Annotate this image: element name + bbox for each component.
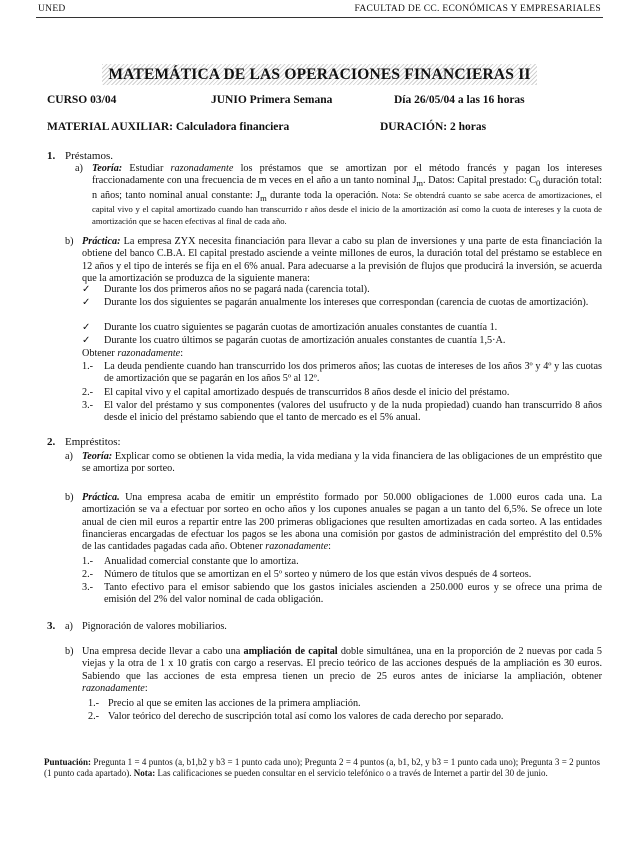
q3b-bold: ampliación de capital — [243, 646, 338, 657]
scoring-note-text: Las calificaciones se pueden consultar en el servicio telefónico o a través de Internet a partir del 30 de junio. — [155, 768, 548, 779]
check-icon: ✓ — [82, 335, 91, 346]
check-icon: ✓ — [82, 284, 91, 295]
question-2-title — [65, 436, 121, 448]
q1a-text5: durante toda la operación. — [266, 189, 379, 201]
q2b-label: b) — [65, 492, 74, 503]
q2a-lead: Teoría: — [82, 451, 113, 462]
q3b-end: : — [144, 682, 148, 694]
q1b-item-2: El capital vivo y el capital amortizado después de transcurridos 8 años desde el inicio del préstamo. — [104, 387, 510, 398]
q2b-item-2-number: 2.- — [82, 569, 94, 580]
q1a-em: razonadamente — [170, 163, 234, 174]
check-icon: ✓ — [82, 322, 91, 333]
q3b-label: b) — [65, 646, 74, 657]
q1b-item-1: La deuda pendiente cuando han transcurrido los dos primeros años; las cuotas de intereses de los años 3º y 4º y las cuotas de amortización que se pagarán en los años 5º al 12º. — [104, 361, 602, 385]
q1a-lead: Teoría: — [92, 163, 123, 174]
q3b-practice — [82, 646, 602, 695]
q1b-obtain-em: razonadamente — [117, 348, 181, 359]
q3b-text2: doble simultánea, una en la proporción de 2 nuevas por cada 5 viejas y la otra de 1 x 10 gratis con cargo a reservas. El precio teórico de las acciones después de la ampliación es 30 euros. Sabiendo que las acciones de esta empresa tienen un precio de 25 euros antes de iniciarse la ampliación, obtener — [82, 646, 602, 682]
q1a-note: Nota: Se obtendrá cuanto se sabe acerca de amortizaciones, el capital vivo y el capital amortizado cuando han transcurrido r años desde el inicio de la amortización así como la cuota de intereses y la cuota de amortización que se hacen efectivas al final de cada año. — [92, 189, 603, 227]
scoring-lead: Puntuación: — [44, 757, 92, 767]
q2a-text: Explicar como se obtienen la vida media, la vida mediana y la vida financiera de las obligaciones de un empréstito que se amortiza por sorteo. — [82, 451, 602, 475]
q1b-check-3: Durante los cuatro siguientes se pagarán cuotas de amortización anuales constantes de cuantía 1. — [104, 322, 498, 333]
q1a-sub2: 0 — [536, 178, 541, 189]
q2b-em: razonadamente — [265, 541, 329, 553]
q3b-item-2: Valor teórico del derecho de suscripción total así como los valores de cada derecho por separado. — [108, 711, 504, 722]
q1b-practice — [82, 236, 602, 285]
q1a-text3: . Datos: Capital prestado: C — [423, 175, 537, 187]
exam-title — [0, 66, 639, 84]
q1a-sub3: m — [260, 192, 267, 203]
scoring-note — [44, 757, 600, 779]
duration-label: DURACIÓN: 2 horas — [380, 121, 487, 133]
q3b-item-1-number: 1.- — [88, 698, 100, 709]
scoring-text: Pregunta 1 = 4 puntos (a, b1,b2 y b3 = 1 punto cada uno); Pregunta 2 = 4 puntos (a, b1, b2, y b3 = 1 punto cada uno); Pregunta 3 = 2 puntos (1 punto cada apartado). — [44, 757, 600, 779]
q1b-item-3-number: 3.- — [82, 400, 94, 411]
q3a-title: Pignoración de valores mobiliarios. — [82, 621, 227, 632]
q2b-text: Una empresa acaba de emitir un empréstito formado por 50.000 obligaciones de 1.000 euros cada una. La amortización se va a efectuar por sorteo en ocho años y los cupones anuales se pagan a un tanto del 6,5%. Se ofrece un lote anual de cien mil euros a repartir entre las 200 primeras obligaciones que resulten amortizadas en cada sorteo. A las entidades financieras encargadas de efectuar los pagos se les abona una comisión por gastos de administración del empréstito del 0.5% de las cantidades pagadas cada año. Obtener — [82, 492, 602, 553]
q1b-item-3: El valor del préstamo y sus componentes (valores del usufructo y de la nuda propiedad) cuando han transcurrido 8 años desde el inicio del préstamo sabiendo que el tanto de mercado es el 5% anual. — [104, 400, 602, 424]
q1a-theory — [92, 163, 602, 229]
q2b-practice — [82, 492, 602, 553]
q3b-text1: Una empresa decide llevar a cabo una — [82, 646, 244, 657]
q3b-item-2-number: 2.- — [88, 711, 100, 722]
q2b-item-2: Número de títulos que se amortizan en el 5º sorteo y número de los que están vivos después de 4 sorteos. — [104, 569, 532, 580]
session-label: JUNIO Primera Semana — [211, 94, 333, 106]
question-3-number: 3. — [47, 620, 56, 632]
question-1-title-text: Préstamos. — [65, 150, 113, 162]
q2b-item-1-number: 1.- — [82, 556, 94, 567]
header-divider — [36, 17, 603, 18]
date-label: Día 26/05/04 a las 16 horas — [394, 94, 525, 106]
q3b-em: razonadamente — [82, 682, 145, 694]
q2b-item-3-number: 3.- — [82, 582, 94, 593]
q2b-item-3: Tanto efectivo para el emisor sabiendo que los gastos iniciales ascienden a 250.000 euros y se ofrece una prima de emisión del 2% del valor nominal de cada obligación. — [104, 582, 602, 606]
q1b-obtain — [82, 348, 602, 360]
check-icon: ✓ — [82, 297, 91, 308]
q1b-item-2-number: 2.- — [82, 387, 94, 398]
q3b-item-1: Precio al que se emiten las acciones de la primera ampliación. — [108, 698, 361, 709]
question-2-number: 2. — [47, 436, 56, 448]
q1b-label: b) — [65, 236, 74, 247]
q2b-end: : — [328, 541, 331, 553]
q1b-obtain-end: : — [180, 348, 184, 359]
q2b-item-1: Anualidad comercial constante que lo amortiza. — [104, 556, 299, 567]
q1b-obtain-text: Obtener — [82, 348, 118, 359]
q1a-text2: los préstamos que se amortizan por el método francés y pagan los intereses fraccionadamente con una frecuencia de m veces en el año a un tanto nominal J — [92, 163, 602, 187]
auxiliary-material: MATERIAL AUXILIAR: Calculadora financiera — [47, 121, 290, 133]
q2a-theory — [82, 451, 602, 476]
q1a-sub1: m — [416, 178, 424, 189]
q2a-label: a) — [65, 451, 73, 462]
q2b-lead: Práctica. — [82, 492, 120, 503]
course-label: CURSO 03/04 — [47, 94, 117, 106]
q1b-check-4: Durante los cuatro últimos se pagarán cuotas de amortización anuales constantes de cuantía 1,5·A. — [104, 335, 506, 346]
question-1-title — [65, 150, 113, 162]
header-faculty: FACULTAD DE CC. ECONÓMICAS Y EMPRESARIALES — [354, 4, 601, 14]
question-1-number: 1. — [47, 150, 56, 162]
q1a-text1: Estudiar — [122, 163, 171, 174]
q3a-label: a) — [65, 621, 73, 632]
q1a-text4: duración total: n años; tanto nominal anual constante: J — [92, 175, 602, 201]
q1b-text: La empresa ZYX necesita financiación para llevar a cabo su plan de inversiones y una parte de esta financiación la obtiene del banco C.B.A. El capital prestado asciende a veinte millones de euros, la duración total del préstamo se establece en 12 años y el tipo de interés se fija en el 6% anual. Para adecuarse a la previsión de flujos que producirá la inversión, se acuerda que la amortización se produzca de la siguiente manera: — [82, 236, 602, 284]
exam-title-text: MATEMÁTICA DE LAS OPERACIONES FINANCIERAS II — [102, 64, 536, 85]
q1b-lead: Práctica: — [82, 236, 121, 247]
q1a-label: a) — [75, 163, 83, 174]
question-2-title-text: Empréstitos: — [65, 436, 121, 448]
q1b-item-1-number: 1.- — [82, 361, 94, 372]
q1b-check-2: Durante los dos siguientes se pagarán anualmente los intereses que correspondan (carencia de cuotas de amortización). — [104, 297, 589, 308]
q1b-check-1: Durante los dos primeros años no se pagará nada (carencia total). — [104, 284, 370, 295]
header-institution: UNED — [38, 4, 66, 14]
scoring-note-label: Nota: — [133, 768, 156, 779]
